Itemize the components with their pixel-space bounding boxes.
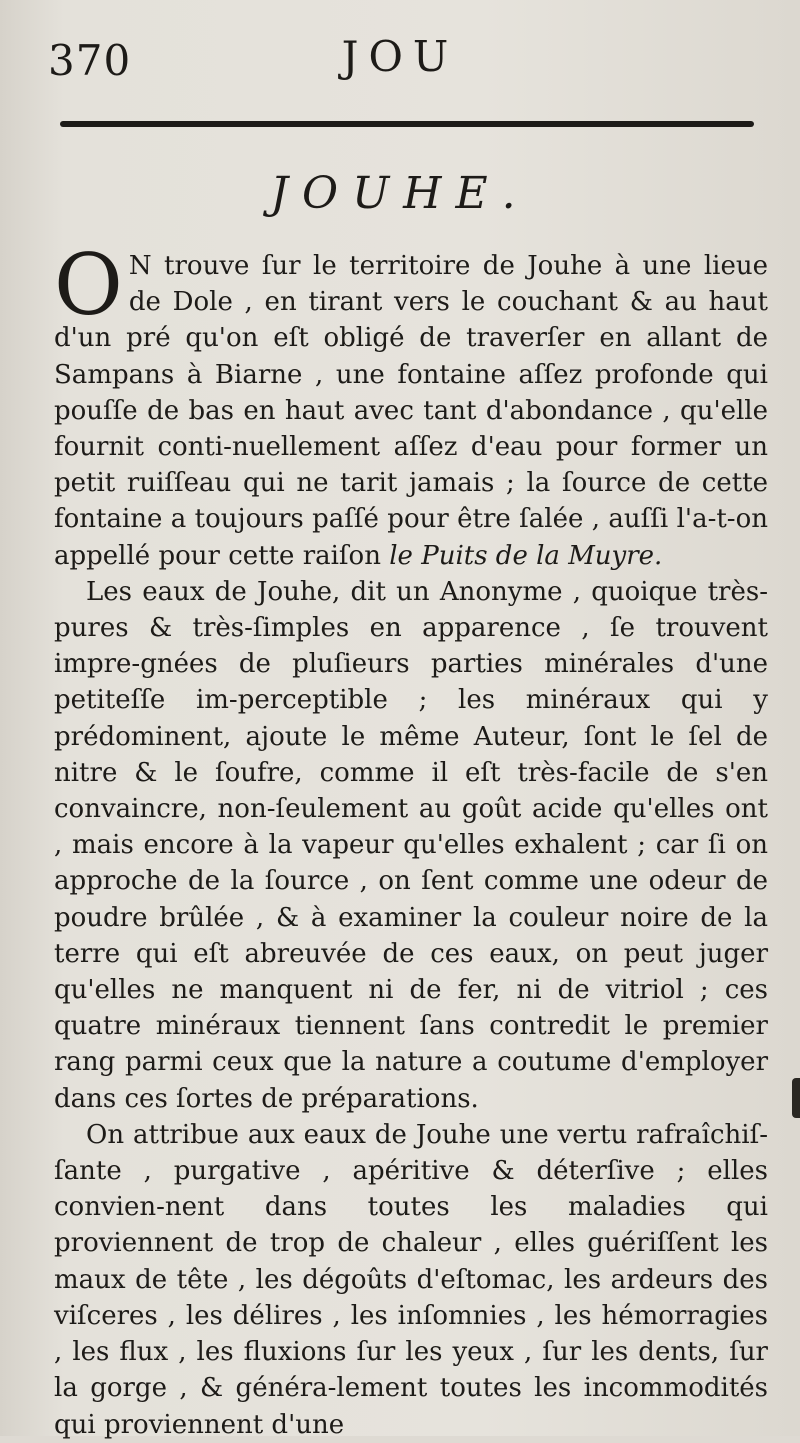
paragraph-2: Les eaux de Jouhe, dit un Anonyme , quoique très-pures & très-ſimples en apparence , ſe trouvent impre-gnées de pluſieurs parties minérales d'une petiteſſe im-perceptible ; les minéraux qui y prédominent, ajoute le même Auteur, ſont le ſel de nitre & le ſoufre, comme il eſt très-facile de s'en convaincre, non-ſeulement au goût acide qu'elles ont , mais encore à la vapeur qu'elles exhalent ; car ſi on approche de la ſource , on ſent comme une odeur de poudre brûlée , & à examiner la couleur noire de la terre qui eſt abreuvée de ces eaux, on peut juger qu'elles ne manquent ni de fer, ni de vitriol ; ces quatre minéraux tiennent ſans contredit le premier rang parmi ceux que la nature a coutume d'employer dans ces ſortes de préparations.	[54, 576, 768, 1114]
paragraph-3: On attribue aux eaux de Jouhe une vertu rafraîchiſ-ſante , purgative , apéritive & déterſive ; elles convien-nent dans toutes les maladies qui proviennent de trop de chaleur , elles guériſſent les maux de tête , les dégoûts d'eſtomac, les ardeurs des viſceres , les délires , les inſomnies , les hémorragies , les flux , les fluxions ſur les yeux , ſur les dents, ſur la gorge , & généra-lement toutes les incommodités qui proviennent d'une	[54, 1119, 768, 1440]
paragraph-1-text: N trouve ſur le territoire de Jouhe à une lieue de Dole , en tirant vers le couchant & au haut d'un pré qu'on eſt obligé de traverſer en allant de Sampans à Biarne , une fontaine aſſez profonde qui pouſſe de bas en haut avec tant d'abondance , qu'elle fournit conti-nuellement aſſez d'eau pour former un petit ruiſſeau qui ne tarit jamais ; la ſource de cette fontaine a toujours paſſé pour être ſalée , auſſi l'a-t-on appellé pour cette raiſon	[54, 251, 768, 571]
page-number: 370	[48, 36, 132, 85]
drop-cap: O	[54, 236, 123, 334]
paragraph-1	[54, 236, 768, 574]
header-rule	[60, 121, 754, 127]
article-title: JOUHE.	[270, 168, 530, 219]
article-body	[54, 236, 768, 1443]
running-head: JOU	[341, 32, 459, 81]
paragraph-1-italic: le Puits de la Muyre.	[389, 540, 663, 571]
page-edge-mark	[792, 1078, 800, 1118]
